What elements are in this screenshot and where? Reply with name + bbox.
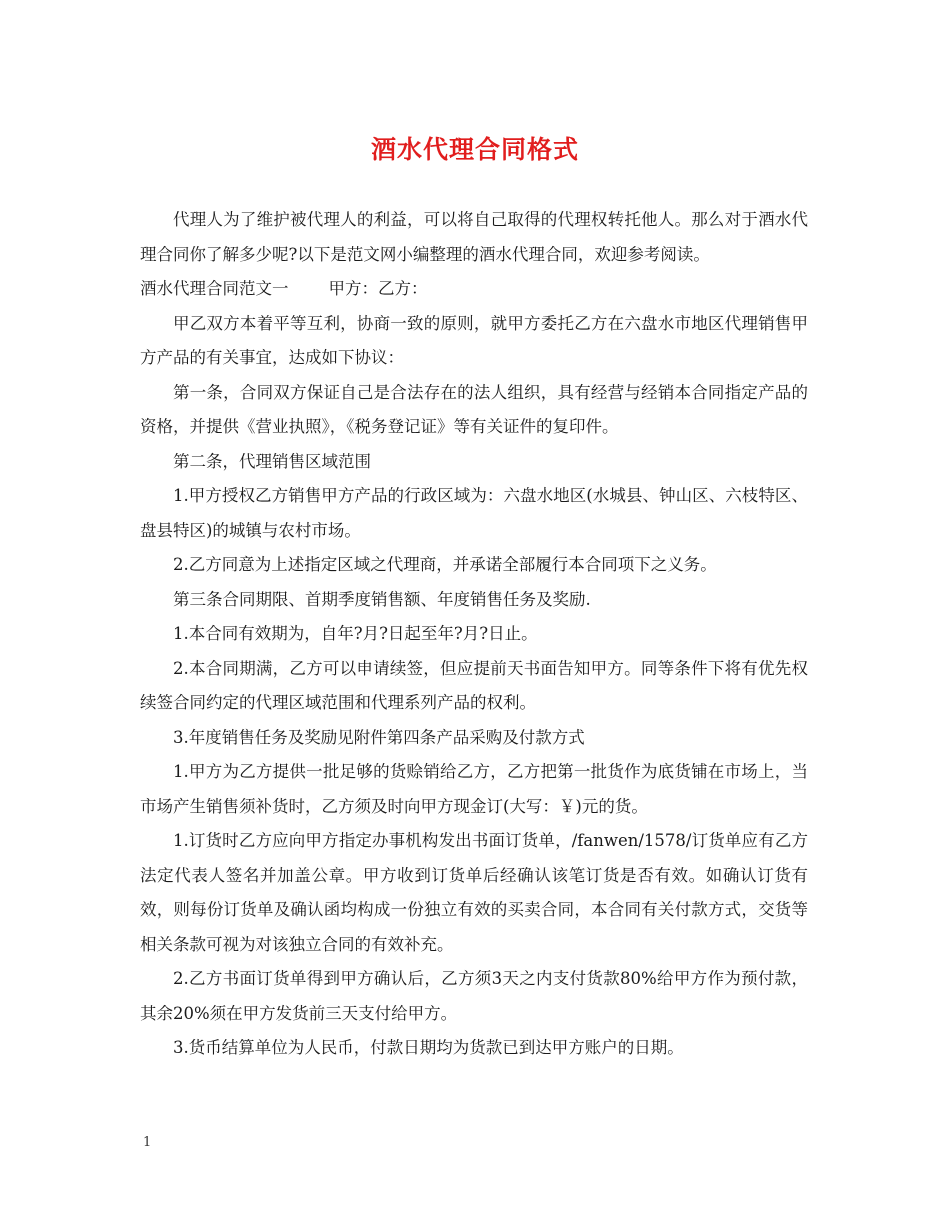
document-body — [140, 203, 808, 1066]
paragraph: 1.订货时乙方应向甲方指定办事机构发出书面订货单，/fanwen/1578/订货单应有乙方法定代表人签名并加盖公章。甲方收到订货单后经确认该笔订货是否有效。如确认订货有效，则每份订货单及确认函均构成一份独立有效的买卖合同，本合同有关付款方式，交货等相关条款可视为对该独立合同的有效补充。 — [140, 831, 808, 954]
paragraph: 2.乙方书面订货单得到甲方确认后，乙方须3天之内支付货款80%给甲方作为预付款，其余20%须在甲方发货前三天支付给甲方。 — [140, 969, 808, 1023]
paragraph: 甲乙双方本着平等互利，协商一致的原则，就甲方委托乙方在六盘水市地区代理销售甲方产品的有关事宜，达成如下协议： — [140, 313, 808, 367]
paragraph: 1.本合同有效期为，自年?月?日起至年?月?日止。 — [173, 624, 538, 643]
paragraph: 第一条，合同双方保证自己是合法存在的法人组织，具有经营与经销本合同指定产品的资格，并提供《营业执照》，《税务登记证》等有关证件的复印件。 — [140, 382, 808, 436]
page-number: 1 — [143, 1135, 152, 1150]
paragraph: 第二条，代理销售区域范围 — [173, 451, 371, 471]
sample-heading: 酒水代理合同范文一 — [140, 279, 289, 298]
paragraph: 1.甲方授权乙方销售甲方产品的行政区域为：六盘水地区(水城县、钟山区、六枝特区、盘县特区)的城镇与农村市场。 — [140, 486, 808, 540]
paragraph: 2.本合同期满，乙方可以申请续签，但应提前天书面告知甲方。同等条件下将有优先权续签合同约定的代理区域范围和代理系列产品的权利。 — [140, 658, 808, 712]
parties-line: 甲方：乙方： — [328, 279, 428, 298]
paragraph-intro: 代理人为了维护被代理人的利益，可以将自己取得的代理权转托他人。那么对于酒水代理合同你了解多少呢?以下是范文网小编整理的酒水代理合同，欢迎参考阅读。 — [140, 210, 808, 264]
paragraph-heading-line — [140, 272, 808, 307]
paragraph: 2.乙方同意为上述指定区域之代理商，并承诺全部履行本合同项下之义务。 — [173, 555, 717, 574]
paragraph: 3.货币结算单位为人民币，付款日期均为货款已到达甲方账户的日期。 — [173, 1038, 684, 1057]
paragraph: 3.年度销售任务及奖励见附件第四条产品采购及付款方式 — [173, 727, 585, 747]
document-title: 酒水代理合同格式 — [370, 135, 579, 164]
paragraph: 第三条合同期限、首期季度销售额、年度销售任务及奖励. — [173, 589, 591, 609]
paragraph: 1.甲方为乙方提供一批足够的货赊销给乙方，乙方把第一批货作为底货铺在市场上，当市场产生销售须补货时，乙方须及时向甲方现金订(大写：￥)元的货。 — [140, 762, 808, 816]
